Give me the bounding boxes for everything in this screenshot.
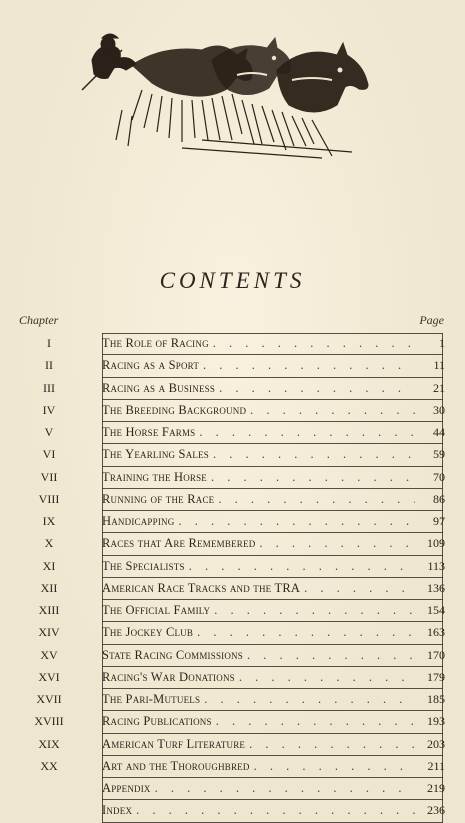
dot-leader xyxy=(304,577,415,599)
chapter-title: American Turf Literature xyxy=(102,736,246,751)
toc-entry xyxy=(0,621,465,643)
chapter-title: The Jockey Club xyxy=(102,625,194,640)
toc-entry xyxy=(0,421,465,443)
dot-leader xyxy=(218,488,415,510)
dot-leader xyxy=(214,599,415,621)
chapter-number: XVI xyxy=(38,669,60,684)
chapter-title: The Horse Farms xyxy=(102,425,196,439)
toc-entry xyxy=(0,733,465,755)
page-number: 113 xyxy=(427,558,445,573)
chapter-number: VIII xyxy=(38,491,60,506)
toc-entry xyxy=(0,488,465,510)
chapter-title: The Pari-Mutuels xyxy=(102,692,201,706)
chapter-title: The Yearling Sales xyxy=(102,447,209,462)
dot-leader xyxy=(254,755,415,777)
chapter-title: The Specialists xyxy=(102,558,185,573)
chapter-title: Racing as a Business xyxy=(102,380,216,395)
chapter-number: II xyxy=(45,358,53,373)
toc-entry xyxy=(0,688,465,710)
page-column-label: Page xyxy=(419,313,444,327)
dot-leader xyxy=(136,799,415,821)
chapter-title: The Official Family xyxy=(102,603,211,617)
dot-leader xyxy=(259,532,415,554)
toc-entry xyxy=(0,443,465,465)
toc-entry xyxy=(0,377,465,399)
chapter-number: III xyxy=(43,380,55,395)
page-number: 179 xyxy=(427,669,445,684)
chapter-number: X xyxy=(44,536,54,551)
dot-leader xyxy=(216,710,415,732)
dot-leader xyxy=(204,688,415,710)
chapter-number: XI xyxy=(42,558,56,573)
dot-leader xyxy=(249,733,415,755)
chapter-title: Appendix xyxy=(102,781,151,795)
page-number: 203 xyxy=(427,736,445,751)
chapter-title: Races that Are Remembered xyxy=(102,536,256,551)
chapter-number: XIV xyxy=(38,625,60,640)
toc-entry xyxy=(0,777,465,799)
toc-entry xyxy=(0,532,465,554)
chapter-number: XVII xyxy=(36,692,62,706)
chapter-title: Training the Horse xyxy=(102,469,208,484)
page-number: 185 xyxy=(427,692,445,706)
dot-leader xyxy=(239,666,415,688)
toc-entry xyxy=(0,644,465,666)
dot-leader xyxy=(247,644,415,666)
chapter-title: The Breeding Background xyxy=(102,402,247,417)
chapter-title: Art and the Thoroughbred xyxy=(102,758,250,773)
page-number: 11 xyxy=(433,358,445,373)
page-number: 44 xyxy=(433,425,445,439)
chapter-title: American Race Tracks and the TRA xyxy=(102,580,301,595)
page-number: 97 xyxy=(433,514,445,528)
page-number: 136 xyxy=(427,580,445,595)
toc-entry xyxy=(0,466,465,488)
toc-entry xyxy=(0,399,465,421)
row-rule xyxy=(102,822,443,823)
contents-heading: CONTENTS xyxy=(159,268,306,293)
page-number: 1 xyxy=(439,336,445,350)
toc-entry xyxy=(0,332,465,354)
page-number: 193 xyxy=(427,714,445,729)
chapter-number: XIII xyxy=(38,603,60,617)
chapter-number: IV xyxy=(42,402,56,417)
chapter-number: VI xyxy=(42,447,56,462)
chapter-number: IX xyxy=(42,514,56,528)
toc-entry xyxy=(0,555,465,577)
toc-entry xyxy=(0,354,465,376)
dot-leader xyxy=(178,510,415,532)
chapter-number: VII xyxy=(40,469,58,484)
dot-leader xyxy=(219,377,415,399)
dot-leader xyxy=(211,466,415,488)
toc-entry xyxy=(0,577,465,599)
dot-leader xyxy=(189,555,415,577)
toc-entry xyxy=(0,666,465,688)
dot-leader xyxy=(213,332,415,354)
chapter-number: XVIII xyxy=(34,714,64,729)
chapter-column-label: Chapter xyxy=(19,313,59,327)
chapter-number: XIX xyxy=(38,736,60,751)
racehorses-illustration-icon xyxy=(62,20,392,170)
chapter-number: XII xyxy=(40,580,58,595)
page-number: 59 xyxy=(433,447,445,462)
chapter-title: Index xyxy=(102,803,133,818)
dot-leader xyxy=(213,443,415,465)
chapter-number: XV xyxy=(40,647,58,662)
chapter-title: State Racing Commissions xyxy=(102,647,243,662)
page-number: 236 xyxy=(427,803,445,818)
chapter-title: Racing Publications xyxy=(102,714,212,729)
toc-entry xyxy=(0,510,465,532)
chapter-title: Handicapping xyxy=(102,514,175,528)
table-of-contents xyxy=(0,332,465,822)
chapter-number: I xyxy=(47,336,51,350)
dot-leader xyxy=(197,621,415,643)
page-number: 170 xyxy=(427,647,445,662)
page-number: 86 xyxy=(433,491,445,506)
page-number: 154 xyxy=(427,603,445,617)
chapter-title: The Role of Racing xyxy=(102,336,209,350)
page-number: 21 xyxy=(433,380,445,395)
chapter-number: V xyxy=(44,425,54,439)
page-number: 211 xyxy=(427,758,445,773)
page-number: 219 xyxy=(427,781,445,795)
chapter-number: XX xyxy=(40,758,58,773)
toc-entry xyxy=(0,799,465,821)
toc-entry xyxy=(0,710,465,732)
toc-entry xyxy=(0,599,465,621)
page-number: 163 xyxy=(427,625,445,640)
dot-leader xyxy=(199,421,415,443)
toc-entry xyxy=(0,755,465,777)
chapter-title: Racing as a Sport xyxy=(102,358,200,373)
page-number: 30 xyxy=(433,402,445,417)
dot-leader xyxy=(203,354,415,376)
page-number: 109 xyxy=(427,536,445,551)
page-number: 70 xyxy=(433,469,445,484)
dot-leader xyxy=(250,399,415,421)
chapter-title: Running of the Race xyxy=(102,491,215,506)
dot-leader xyxy=(155,777,415,799)
chapter-title: Racing's War Donations xyxy=(102,669,235,684)
